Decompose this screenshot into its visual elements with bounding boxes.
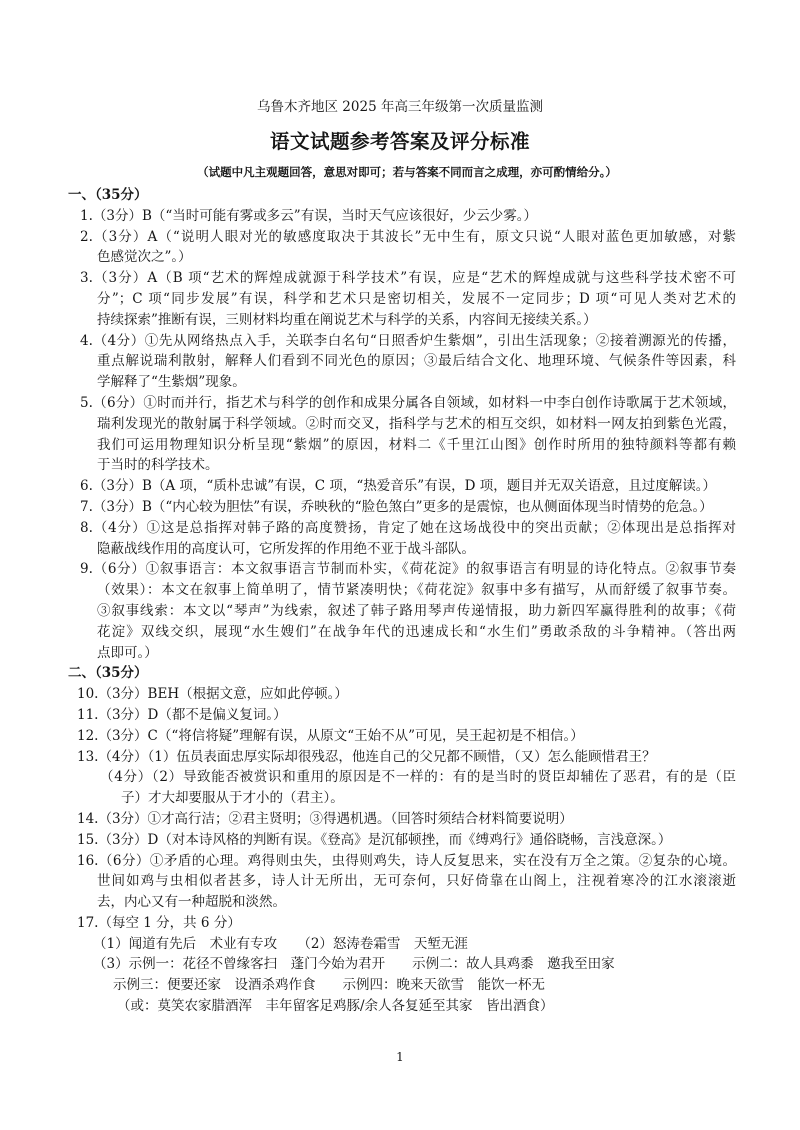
answer-item-2 [0, 227, 800, 269]
answer-line: ③叙事线索：本文以“琴声”为线索，叙述了韩子路用琴声传递情报，助力新四军赢得胜利的故事；《荷 [97, 602, 736, 619]
answer-line: 9.（6分）①叙事语言：本文叙事语言节制而朴实，《荷花淀》的叙事语言有明显的诗化特点。②叙事节奏 [80, 561, 736, 578]
answer-line: （1）闻道有先后 术业有专攻 （2）怒涛卷霜雪 天堑无涯 [93, 935, 468, 952]
answer-item-17 [0, 913, 800, 1017]
answer-line: 7.（3分）B（“内心较为胆怯”有误，乔映秋的“脸色煞白”更多的是震惊，也从侧面体现当时情势的危急。） [80, 498, 713, 515]
answer-item-4 [0, 331, 800, 393]
answer-line: 去，内心又有一种超脱和淡然。 [97, 894, 286, 911]
answer-line: 2.（3分）A（“说明人眼对光的敏感度取决于其波长”无中生有，原文只说“人眼对蓝色更加敏感，对紫 [80, 228, 736, 245]
answer-line: 10.（3分）BEH（根据文意，应如此停顿。） [77, 686, 348, 703]
answer-line: 12.（3分）C（“将信将疑”理解有误，从原文“王始不从”可见，吴王起初是不相信。） [77, 727, 584, 744]
answer-item-7 [0, 497, 800, 518]
answer-item-11 [0, 705, 800, 726]
answer-body [0, 185, 800, 1017]
answer-line: 8.（4分）①这是总指挥对韩子路的高度赞扬，肯定了她在这场战役中的突出贡献；②体现出是总指挥对 [80, 519, 736, 536]
answer-line: 于当时的科学技术。 [97, 457, 219, 474]
answer-line: 我们可运用物理知识分析呈现“紫烟”的原因，材料二《千里江山图》创作时所用的独特颜料等都有赖 [97, 436, 736, 453]
answer-line: 6.（3分）B（A 项，“质朴忠诚”有误，C 项，“热爱音乐”有误，D 项，题目并无双关语意，且过度解读。） [80, 478, 717, 495]
answer-line: （或：莫笑农家腊酒浑 丰年留客足鸡豚/余人各复延至其家 皆出酒食） [117, 998, 554, 1015]
page-number: 1 [396, 1050, 404, 1064]
answer-item-13 [0, 747, 800, 809]
answer-item-9 [0, 559, 800, 663]
answer-line: 17.（每空 1 分，共 6 分） [77, 914, 241, 931]
answer-item-5 [0, 393, 800, 476]
section-heading-1: 一、（35分） [68, 187, 148, 203]
answer-line: 示例三：便要还家 设酒杀鸡作食 示例四：晚来天欲雪 能饮一杯无 [113, 977, 545, 994]
grading-note: （试题中凡主观题回答，意思对即可；若与答案不同而言之成理，亦可酌情给分。） [197, 165, 617, 179]
answer-line: 3.（3分）A（B 项“艺术的辉煌成就源于科学技术”有误，应是“艺术的辉煌成就与这些科学技术密不可 [80, 270, 736, 287]
answer-line: 16.（6分）①矛盾的心理。鸡得则虫失，虫得则鸡失，诗人反复思来，实在没有万全之策。②复杂的心境。 [77, 852, 736, 869]
answer-line: 11.（3分）D（都不是偏义复词。） [77, 706, 287, 723]
answer-item-10 [0, 684, 800, 705]
document-title: 语文试题参考答案及评分标准 [269, 130, 530, 153]
answer-item-1 [0, 206, 800, 227]
answer-line: 花淀》双线交织，展现“水生嫂们”在战争年代的迅速成长和“水生们”勇敢杀敌的斗争精神。（答出两 [97, 623, 736, 640]
answer-item-12 [0, 726, 800, 747]
answer-line: 5.（6分）①时而并行，指艺术与科学的创作和成果分属各自领域，如材料一中李白创作诗歌属于艺术领域， [80, 394, 736, 411]
answer-line: 色感觉次之”。） [97, 249, 192, 266]
answer-line: （4分）（2）导致能否被赏识和重用的原因是不一样的：有的是当时的贤臣却辅佐了恶君，有的是（臣 [100, 769, 736, 786]
answer-line: 重点解说瑞利散射，解释人们看到不同光色的原因；③最后结合文化、地理环境、气候条件等因素，科 [97, 353, 736, 370]
answer-line: 15.（3分）D（对本诗风格的判断有误。《登高》是沉郁顿挫，而《缚鸡行》通俗晓畅，言浅意深。） [77, 831, 672, 848]
exam-header: 乌鲁木齐地区 2025 年高三年级第一次质量监测 [257, 99, 543, 115]
answer-item-6 [0, 476, 800, 497]
answer-line: 分”；C 项“同步发展”有误，科学和艺术只是密切相关，发展不一定同步；D 项“可见人类对艺术的 [97, 290, 736, 307]
answer-item-8 [0, 518, 800, 560]
answer-line: （3）示例一：花径不曾缘客扫 蓬门今始为君开 示例二：故人具鸡黍 邀我至田家 [93, 956, 615, 973]
answer-line: 1.（3分）B（“当时可能有雾或多云”有误，当时天气应该很好，少云少雾。） [80, 207, 537, 224]
answer-item-14 [0, 809, 800, 830]
answer-item-16 [0, 851, 800, 913]
answer-line: 持续探索”推断有误，三则材料均重在阐说艺术与科学的关系，内容间无接续关系。） [97, 311, 597, 328]
answer-line: 世间如鸡与虫相似者甚多，诗人计无所出，无可奈何，只好倚靠在山阁上，注视着寒冷的江水滚滚逝 [97, 873, 736, 890]
answer-line: 瑞利发现光的散射属于科学领域。②时而交叉，指科学与艺术的相互交织，如材料一网友拍到紫色光霞， [97, 415, 736, 432]
answer-line: 4.（4分）①先从网络热点入手，关联李白名句“日照香炉生紫烟”，引出生活现象；②接着溯源光的传播， [80, 332, 736, 349]
answer-item-15 [0, 830, 800, 851]
answer-line: （效果）：本文在叙事上简单明了，情节紧凑明快；《荷花淀》叙事中多有描写，从而舒缓了叙事节奏。 [97, 582, 736, 599]
answer-item-3 [0, 268, 800, 330]
section-heading-2: 二、（35分） [68, 665, 148, 682]
answer-line: 隐蔽战线作用的高度认可，它所发挥的作用绝不亚于战斗部队。 [97, 540, 475, 557]
answer-line: 13.（4分）（1）伍员表面忠厚实际却很残忍，他连自己的父兄都不顾惜，（又）怎么能顾惜君王？ [77, 748, 656, 765]
answer-line: 子）才大却要服从于才小的（君主）。 [121, 790, 344, 807]
answer-line: 14.（3分）①才高行洁；②君主贤明；③得遇机遇。（回答时须结合材料简要说明） [77, 810, 573, 827]
answer-line: 点即可。） [97, 644, 158, 661]
answer-line: 学解释了“生紫烟”现象。 [97, 374, 246, 391]
